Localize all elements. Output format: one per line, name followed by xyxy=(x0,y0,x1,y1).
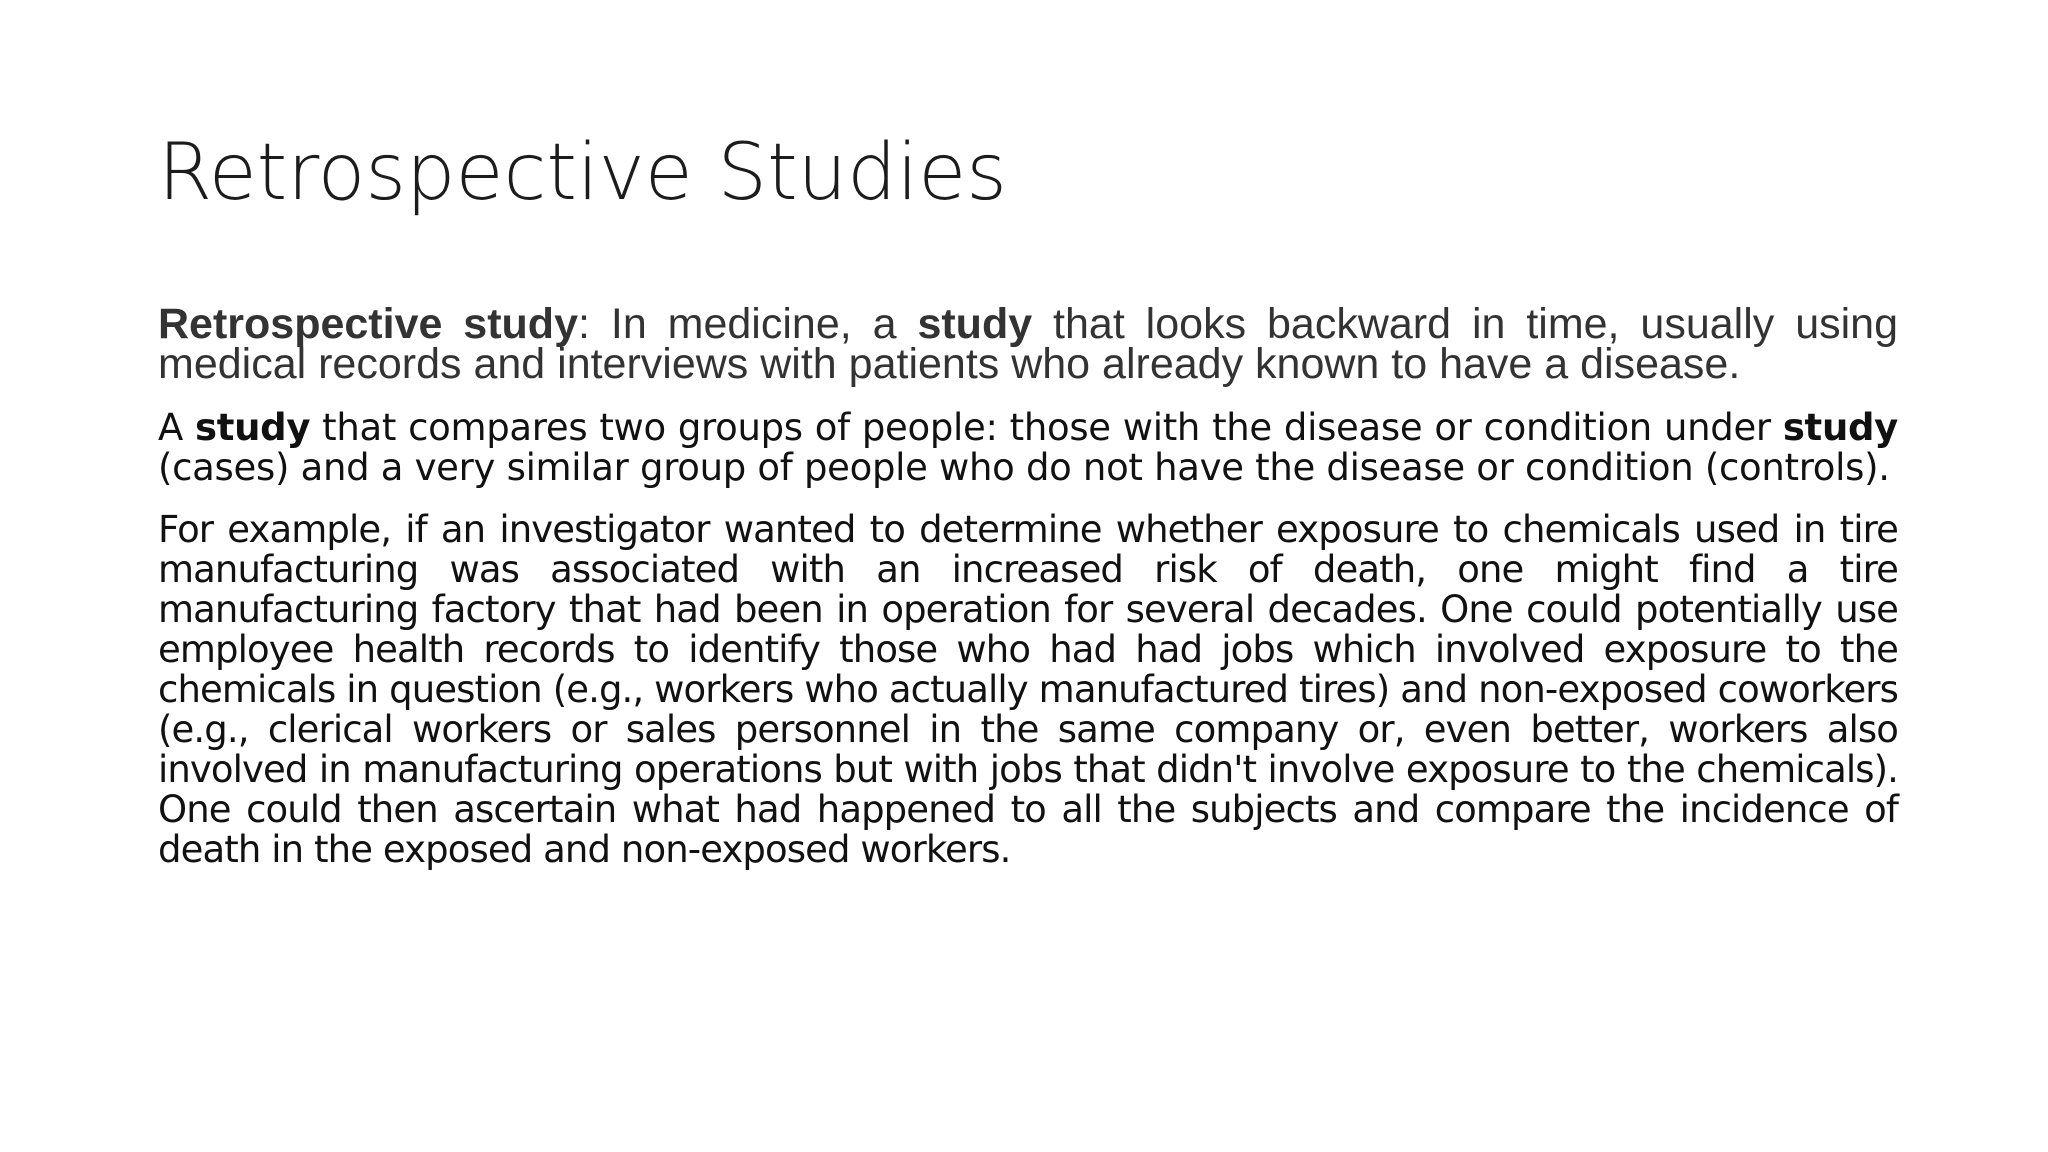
comparison-text-1: that compares two groups of people: those with the disease or condition under xyxy=(310,406,1783,449)
definition-paragraph xyxy=(158,300,1898,388)
definition-text-1: : In medicine, a xyxy=(578,300,918,348)
slide-body xyxy=(158,300,1898,871)
definition-text-2: that looks backward in time, usually using medical records and interviews with patients who already known to have a disease. xyxy=(158,300,1898,388)
term-study-2: study xyxy=(1782,406,1898,449)
comparison-text-2: (cases) and a very similar group of people who do not have the disease or condition (controls). xyxy=(158,446,1890,489)
term-study: study xyxy=(917,300,1033,348)
example-paragraph: For example, if an investigator wanted to determine whether exposure to chemicals used in tire manufacturing was associated with an increased risk of death, one might find a tire manufacturing factory that had been in operation for several decades. One could potentially use employee health records to identify those who had had jobs which involved exposure to the chemicals in question (e.g., workers who actually manufactured tires) and non-exposed coworkers (e.g., clerical workers or sales personnel in the same company or, even better, workers also involved in manufacturing operations but with jobs that didn't involve exposure to the chemicals). One could then ascertain what had happened to all the subjects and compare the incidence of death in the exposed and non-exposed workers. xyxy=(158,508,1898,871)
slide-title: Retrospective Studies xyxy=(158,128,1007,218)
comparison-paragraph xyxy=(158,408,1898,488)
term-retrospective-study: Retrospective study xyxy=(158,300,578,348)
term-study-1: study xyxy=(195,406,311,449)
comparison-lead: A xyxy=(158,406,196,449)
